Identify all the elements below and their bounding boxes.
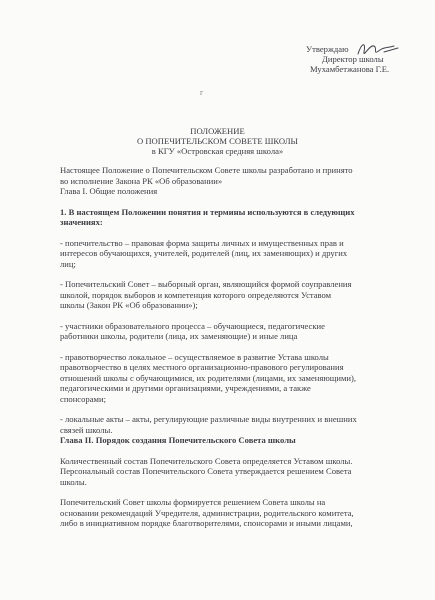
definition-line: школой, порядок выборов и компетенция которого определяются Уставом xyxy=(60,289,332,300)
approval-position: Директор школы xyxy=(322,54,384,64)
title-line: в КГУ «Островская средняя школа» xyxy=(151,146,284,156)
document-title xyxy=(0,126,435,156)
intro-line: во исполнение Закона РК «Об образовании» xyxy=(60,175,223,186)
paragraph-line: школы. xyxy=(60,476,87,487)
definition-line: - участники образовательного процесса – обучающиеся, педагогические xyxy=(60,320,325,331)
approval-word: Утверждаю xyxy=(306,44,349,54)
paragraph-line: Попечительский Совет школы формируется решением Совета школы на xyxy=(60,497,326,507)
definition-line: спонсорами; xyxy=(60,393,106,404)
definition-line: - правотворчество локальное – осуществляемое в развитие Устава школы xyxy=(60,351,329,362)
definition-line: связей школы. xyxy=(60,424,113,435)
definition-line: школы (Закон РК «Об образовании»); xyxy=(60,300,198,310)
definition-line: работники школы, родители (лица, их заменяющие) и иные лица xyxy=(60,331,298,341)
definition-line: лиц; xyxy=(60,258,76,269)
paragraph-line: либо в инициативном порядке благотворителями, спонсорами и иными лицами, xyxy=(60,518,353,528)
paragraph-line: Количественный состав Попечительского Совета определяется Уставом школы. xyxy=(60,455,353,466)
title-line: О ПОПЕЧИТЕЛЬСКОМ СОВЕТЕ ШКОЛЫ xyxy=(136,136,299,146)
paragraph-line: основании рекомендаций Учредителя, администрации, родительского комитета, xyxy=(60,507,354,518)
definition-line: - локальные акты – акты, регулирующие различные виды внутренних и внешних xyxy=(60,414,357,424)
intro-line: Настоящее Положение о Попечительском Совете школы разработано и принято xyxy=(60,165,353,175)
chapter-heading: Глава II. Порядок создания Попечительского Совета школы xyxy=(60,435,296,445)
definition-line: отношений школы с обучающимися, их родителями (лицами, их заменяющими), xyxy=(60,372,357,383)
definition-line: - Попечительский Совет – выборный орган, являющийся формой соуправления xyxy=(60,279,352,289)
definition-line: интересов обучающихся, учителей, родителей (лиц, их заменяющих) и других xyxy=(60,248,348,258)
signature-icon xyxy=(354,38,402,62)
section-heading: 1. В настоящем Положении понятия и термины используются в следующих xyxy=(60,206,355,217)
document-body xyxy=(60,165,400,529)
chapter-heading: Глава I. Общие положения xyxy=(60,186,158,196)
section-heading: значениях: xyxy=(60,217,103,227)
approval-name: Мухамбетжанова Г.Е. xyxy=(310,64,390,74)
margin-mark: г xyxy=(200,88,204,97)
definition-line: правотворчество в целях местного организационно-правового регулирования xyxy=(60,362,344,372)
title-line: ПОЛОЖЕНИЕ xyxy=(190,126,245,136)
paragraph-line: Персональный состав Попечительского Совета утверждается решением Совета xyxy=(60,466,352,476)
definition-line: педагогическими и другими организациями, учреждениями, а также xyxy=(60,383,311,393)
definition-line: - попечительство – правовая форма защиты личных и имущественных прав и xyxy=(60,237,344,248)
